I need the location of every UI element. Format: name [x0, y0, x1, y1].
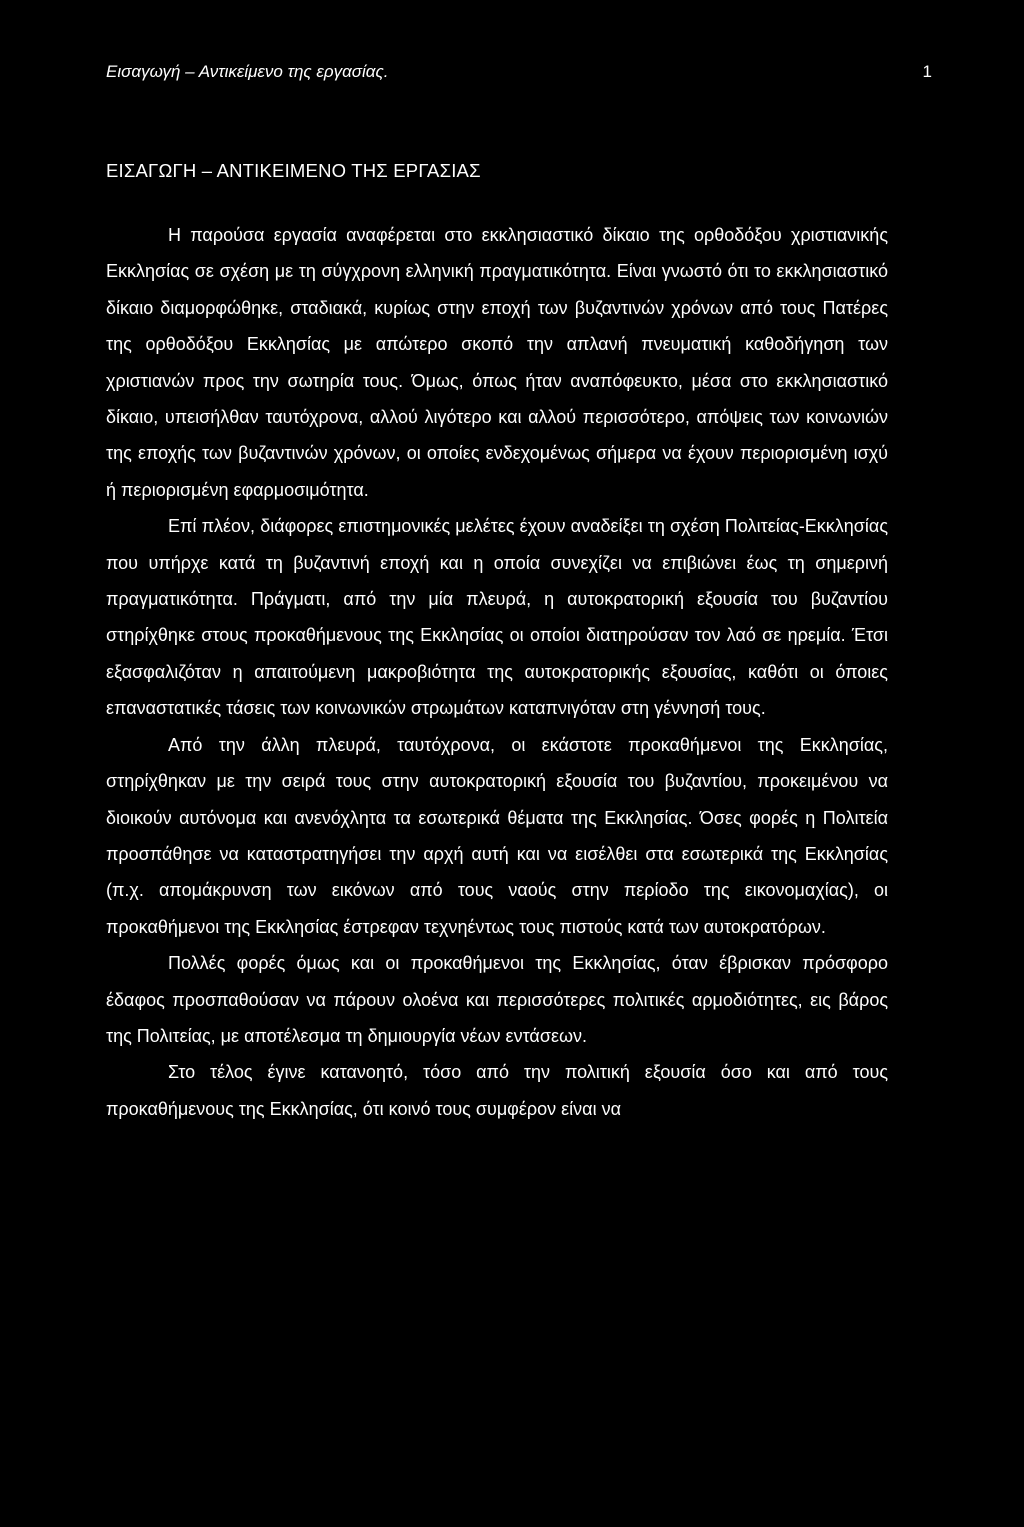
running-header: [106, 61, 932, 83]
paragraph-5: Στο τέλος έγινε κατανοητό, τόσο από την πολιτική εξουσία όσο και από τους προκαθήμενους της Εκκλησίας, ότι κοινό τους συμφέρον είναι να: [106, 1062, 888, 1119]
page-number: 1: [922, 62, 932, 81]
paragraph-4: Πολλές φορές όμως και οι προκαθήμενοι της Εκκλησίας, όταν έβρισκαν πρόσφορο έδαφος προσπαθούσαν να πάρουν ολοένα και περισσότερες πολιτικές αρμοδιότητες, εις βάρος της Πολιτείας, με αποτέλεσμα τη δημιουργία νέων εντάσεων.: [106, 953, 888, 1046]
body-text: [106, 217, 888, 1127]
paragraph-3: Από την άλλη πλευρά, ταυτόχρονα, οι εκάστοτε προκαθήμενοι της Εκκλησίας, στηρίχθηκαν με την σειρά τους στην αυτοκρατορική εξουσία του βυζαντίου, προκειμένου να διοικούν αυτόνομα και ανενόχλητα τα εσωτερικά θέματα της Εκκλησίας. Όσες φορές η Πολιτεία προσπάθησε να καταστρατηγήσει την αρχή αυτή και να εισέλθει στα εσωτερικά της Εκκλησίας (π.χ. απομάκρυνση των εικόνων από τους ναούς στην περίοδο της εικονομαχίας), οι προκαθήμενοι της Εκκλησίας έστρεφαν τεχνηέντως τους πιστούς κατά των αυτοκρατόρων.: [106, 734, 888, 937]
paragraph-1: Η παρούσα εργασία αναφέρεται στο εκκλησιαστικό δίκαιο της ορθοδόξου χριστιανικής Εκκλησίας σε σχέση με τη σύγχρονη ελληνική πραγματικότητα. Είναι γνωστό ότι το εκκλησιαστικό δίκαιο διαμορφώθηκε, σταδιακά, κυρίως στην εποχή των βυζαντινών χρόνων από τους Πατέρες της ορθοδόξου Εκκλησίας με απώτερο σκοπό την απλανή πνευματική καθοδήγηση των χριστιανών προς την σωτηρία τους. Όμως, όπως ήταν αναπόφευκτο, μέσα στο εκκλησιαστικό δίκαιο, υπεισήλθαν ταυτόχρονα, αλλού λιγότερο και αλλού περισσότερο, απόψεις των κοινωνιών της εποχής των βυζαντινών χρόνων, οι οποίες ενδεχομένως σήμερα να έχουν περιορισμένη ισχύ ή περιορισμένη εφαρμοσιμότητα.: [106, 225, 888, 500]
header-title: Εισαγωγή – Αντικείμενο της εργασίας.: [106, 62, 389, 81]
chapter-title: ΕΙΣΑΓΩΓΗ – ΑΝΤΙΚΕΙΜΕΝΟ ΤΗΣ ΕΡΓΑΣΙΑΣ: [106, 160, 481, 181]
paragraph-2: Επί πλέον, διάφορες επιστημονικές μελέτες έχουν αναδείξει τη σχέση Πολιτείας-Εκκλησίας που υπήρχε κατά τη βυζαντινή εποχή και η οποία συνεχίζει να επιβιώνει έως τη σημερινή πραγματικότητα. Πράγματι, από την μία πλευρά, η αυτοκρατορική εξουσία του βυζαντίου στηρίχθηκε στους προκαθήμενους της Εκκλησίας οι οποίοι διατηρούσαν τον λαό σε ηρεμία. Έτσι εξασφαλιζόταν η απαιτούμενη μακροβιότητα της αυτοκρατορικής εξουσίας, καθότι οι όποιες επαναστατικές τάσεις των κοινωνικών στρωμάτων καταπνιγόταν στη γέννησή τους.: [106, 516, 888, 719]
